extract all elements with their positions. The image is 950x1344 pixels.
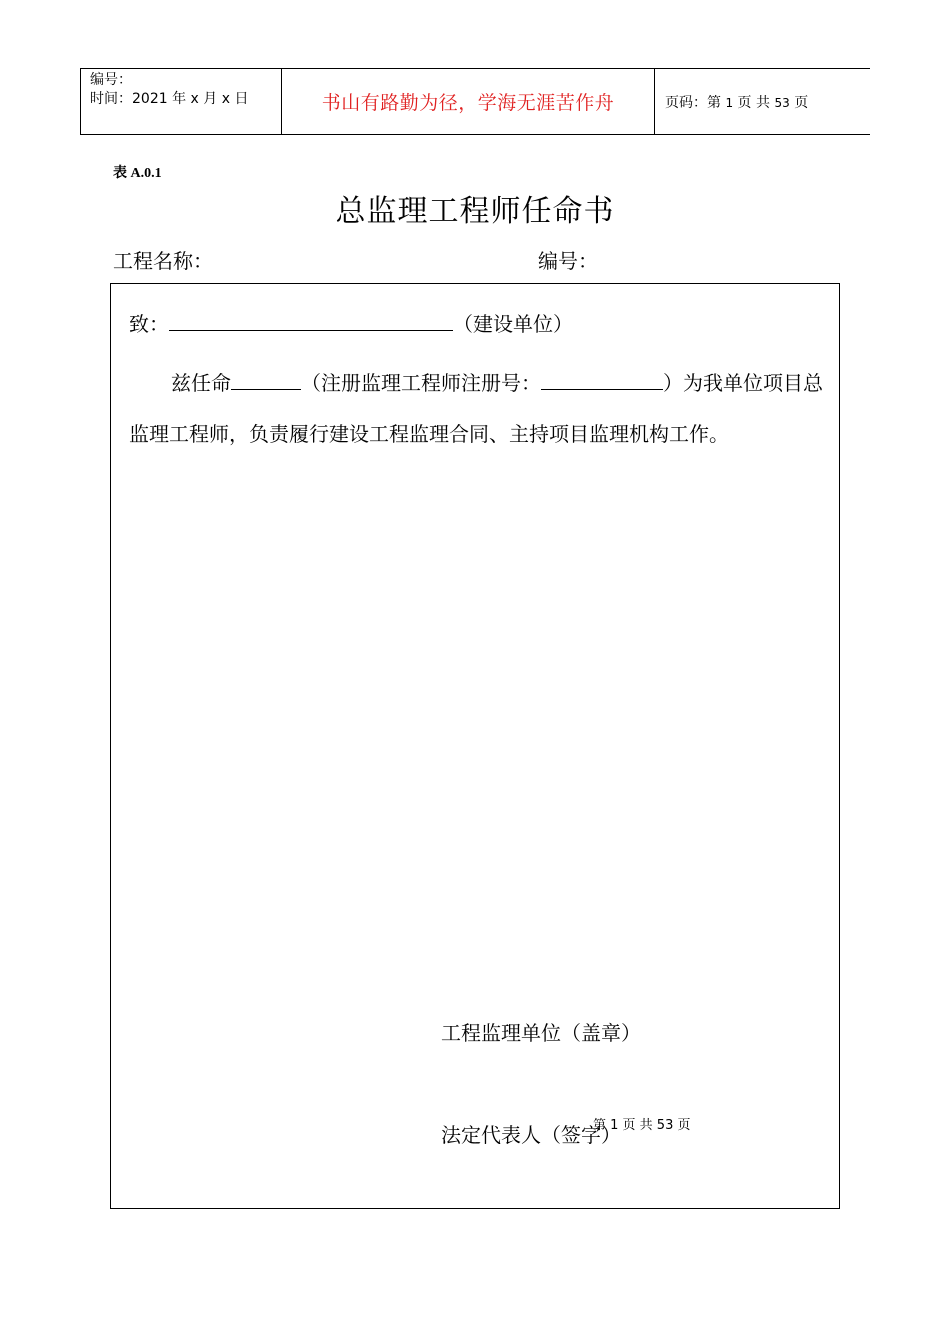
- page-current: 1: [725, 95, 734, 110]
- registration-blank[interactable]: [541, 369, 663, 390]
- header-page-cell: [655, 69, 870, 134]
- page-suffix: 页: [794, 94, 809, 111]
- to-suffix: （建设单位）: [453, 312, 573, 336]
- header-table: [80, 68, 870, 135]
- page-prefix: 页码：第: [665, 94, 721, 111]
- form-box: [110, 283, 840, 1209]
- page-title: 总监理工程师任命书: [335, 194, 615, 229]
- page-total: 53: [774, 95, 790, 110]
- header-time-label: 时间：2021 年 x 月 x 日: [90, 91, 249, 107]
- to-label: 致：: [129, 312, 169, 336]
- footer-page-number: 第 1 页 共 53 页: [593, 1118, 691, 1133]
- appoint-suffix: ）为我单位: [663, 371, 763, 395]
- reg-label: （注册监理工程师注册号：: [301, 371, 541, 395]
- appointee-blank[interactable]: [231, 369, 301, 390]
- header-number-label: 编号：: [90, 72, 132, 88]
- project-name-label: 工程名称：: [113, 249, 213, 273]
- header-motto: 书山有路勤为径，学海无涯苦作舟: [321, 92, 615, 114]
- header-left-cell: [81, 69, 282, 134]
- signature-unit: 工程监理单位（盖章）: [441, 1021, 641, 1045]
- header-page-info: [665, 92, 808, 112]
- form-code: 表 A.0.1: [113, 166, 162, 181]
- paragraph-rest: 项目总监理工程师，负责履行建设工程监理合同、主持项目监理机构工作。: [129, 371, 823, 446]
- signature-representative: 法定代表人（签字）: [441, 1123, 621, 1147]
- appointment-paragraph: [129, 358, 829, 460]
- header-motto-cell: [282, 69, 655, 134]
- document-number-label: 编号：: [538, 249, 598, 273]
- to-line: [129, 308, 573, 337]
- page-mid: 页 共: [737, 94, 770, 111]
- appoint-prefix: 兹任命: [171, 371, 231, 395]
- client-blank[interactable]: [169, 310, 453, 331]
